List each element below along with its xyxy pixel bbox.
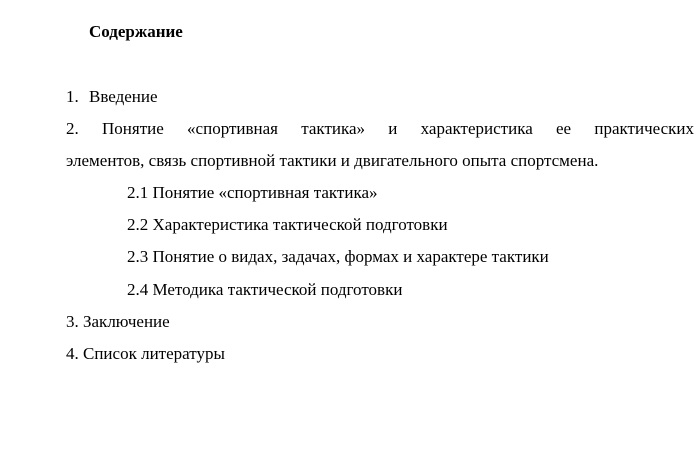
toc-item-concept-line1 <box>66 118 694 140</box>
toc-subitem-2-3: 2.3 Понятие о видах, задачах, формах и характере тактики <box>127 247 549 266</box>
toc-item-label: Введение <box>89 87 158 106</box>
toc-item-bibliography: 4. Список литературы <box>66 344 225 363</box>
toc-subitem-2-2: 2.2 Характеристика тактической подготовки <box>127 215 448 234</box>
toc-subitem-2-4: 2.4 Методика тактической подготовки <box>127 280 403 299</box>
toc-item-number: 1. <box>66 87 79 106</box>
toc-item-concept-line2: элементов, связь спортивной тактики и двигательного опыта спортсмена. <box>66 151 599 170</box>
toc-item-conclusion: 3. Заключение <box>66 312 170 331</box>
toc-subitem-2-1: 2.1 Понятие «спортивная тактика» <box>127 183 378 202</box>
toc-item-introduction <box>66 86 158 108</box>
toc-item-label-line1: Понятие «спортивная тактика» и характеристика ее практических <box>102 119 694 138</box>
toc-item-number: 2. <box>66 119 79 138</box>
contents-title: Содержание <box>89 22 183 41</box>
